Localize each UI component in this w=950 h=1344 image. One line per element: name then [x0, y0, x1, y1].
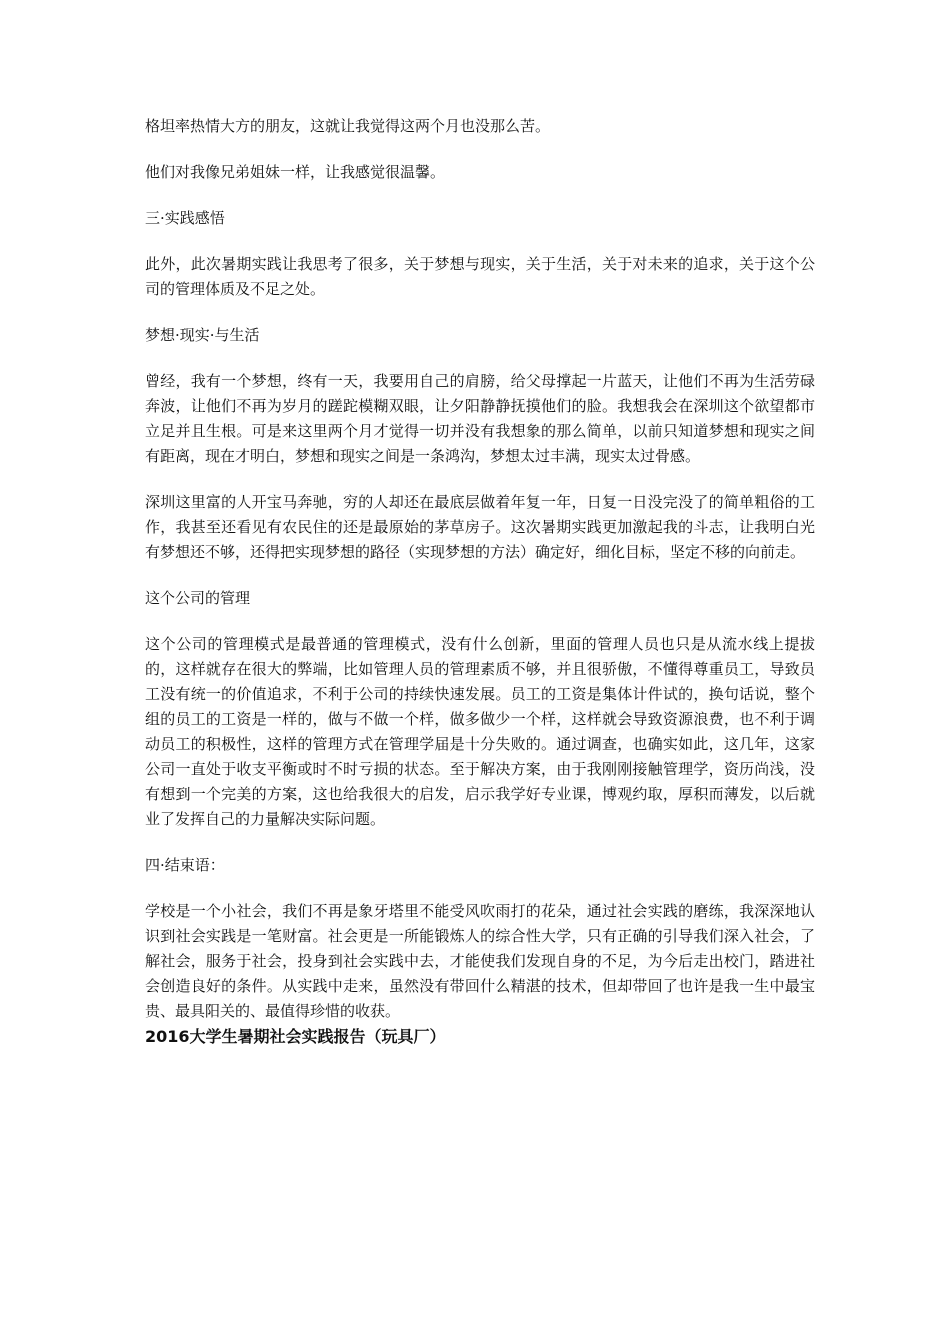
- subheading-dream-reality-life: 梦想·现实·与生活: [145, 326, 260, 344]
- paragraph-dream: 曾经，我有一个梦想，终有一天，我要用自己的肩膀，给父母撑起一片蓝天，让他们不再为生活劳碌奔波，让他们不再为岁月的蹉跎模糊双眼，让夕阳静静抚摸他们的脸。我想我会在深圳这个欲望都市立足并且生根。可是来这里两个月才觉得一切并没有我想象的那么简单，以前只知道梦想和现实之间有距离，现在才明白，梦想和现实之间是一条鸿沟，梦想太过丰满，现实太过骨感。: [145, 372, 815, 465]
- section-heading-practice-insights: 三·实践感悟: [145, 209, 225, 227]
- section-heading-conclusion: 四·结束语：: [145, 856, 225, 874]
- next-report-title: 2016大学生暑期社会实践报告（玩具厂）: [145, 1027, 446, 1046]
- paragraph-closing-friends: 格坦率热情大方的朋友，这就让我觉得这两个月也没那么苦。: [145, 117, 551, 135]
- document-page: [145, 114, 815, 1050]
- paragraph-family-warmth: 他们对我像兄弟姐妹一样，让我感觉很温馨。: [145, 163, 446, 181]
- paragraph-conclusion: 学校是一个小社会，我们不再是象牙塔里不能受风吹雨打的花朵，通过社会实践的磨练，我深深地认识到社会实践是一笔财富。社会更是一所能锻炼人的综合性大学，只有正确的引导我们深入社会，了解社会，服务于社会，投身到社会实践中去，才能使我们发现自身的不足，为今后走出校门，踏进社会创造良好的条件。从实践中走来，虽然没有带回什么精湛的技术，但却带回了也许是我一生中最宝贵、最具阳关的、最值得珍惜的收获。: [145, 902, 815, 1020]
- paragraph-management: 这个公司的管理模式是最普通的管理模式，没有什么创新，里面的管理人员也只是从流水线上提拔的，这样就存在很大的弊端，比如管理人员的管理素质不够，并且很骄傲，不懂得尊重员工，导致员工没有统一的价值追求，不利于公司的持续快速发展。员工的工资是集体计件试的，换句话说，整个组的员工的工资是一样的，做与不做一个样，做多做少一个样，这样就会导致资源浪费，也不利于调动员工的积极性，这样的管理方式在管理学届是十分失败的。通过调查，也确实如此，这几年，这家公司一直处于收支平衡或时不时亏损的状态。至于解决方案，由于我刚刚接触管理学，资历尚浅，没有想到一个完美的方案，这也给我很大的启发，启示我学好专业课，博观约取，厚积而薄发，以后就业了发挥自己的力量解决实际问题。: [145, 635, 815, 828]
- subheading-company-management: 这个公司的管理: [145, 589, 251, 607]
- paragraph-shenzhen: 深圳这里富的人开宝马奔驰，穷的人却还在最底层做着年复一年，日复一日没完没了的简单粗俗的工作，我甚至还看见有农民住的还是最原始的茅草房子。这次暑期实践更加激起我的斗志，让我明白光有梦想还不够，还得把实现梦想的路径（实现梦想的方法）确定好，细化目标，坚定不移的向前走。: [145, 493, 815, 561]
- paragraph-reflection-intro: 此外，此次暑期实践让我思考了很多，关于梦想与现实，关于生活，关于对未来的追求，关于这个公司的管理体质及不足之处。: [145, 255, 815, 298]
